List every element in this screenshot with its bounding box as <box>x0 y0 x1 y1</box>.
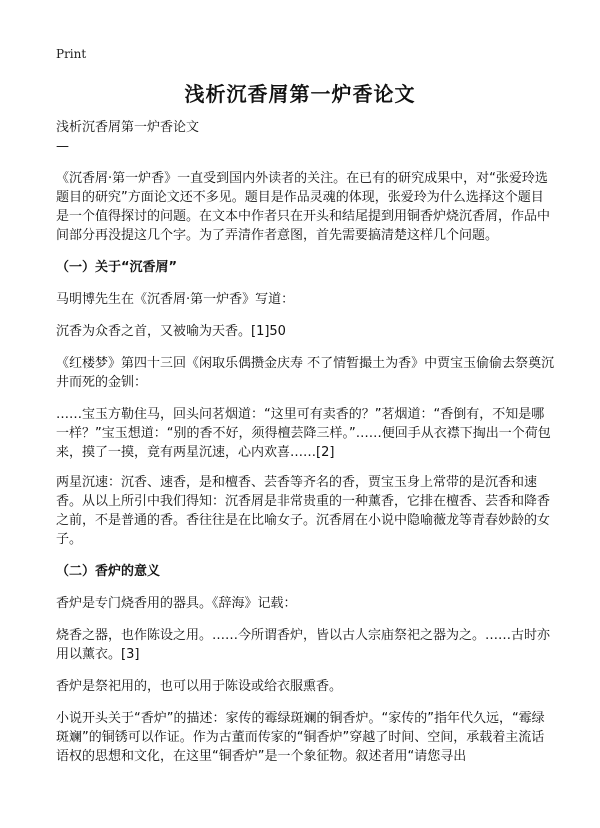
paragraph: 香炉是专门烧香用的器具。《辞海》记载： <box>56 596 297 611</box>
section-heading-xianglu: （二）香炉的意义 <box>56 564 161 579</box>
quote-paragraph: 沉香为众香之首，又被喻为天香。[1]50 <box>56 324 286 339</box>
print-label: Print <box>56 47 87 61</box>
paragraph: 小说开头关于“香炉”的描述：家传的霉绿斑斓的铜香炉。“家传的”指年代久远，“霉绿斑斓”的铜锈可以作证。作为古董而传家的“铜香炉”穿越了时间、空间，承载着主流话语权的思想和文化，在这里“铜香炉”是一个象征物。叙述者用“请您寻出 <box>56 711 545 764</box>
paragraph: 香炉是祭祀用的，也可以用于陈设或给衣服熏香。 <box>56 679 343 694</box>
intro-paragraph: 《沉香屑·第一炉香》一直受到国内外读者的关注。在已有的研究成果中，对“张爱玲选题目的研究”方面论文还不多见。题目是作品灵魂的体现，张爱玲为什么选择这个题目是一个值得探讨的问题。在文本中作者只在开头和结尾提到用铜香炉烧沉香屑，作品中间部分再没提这几个字。为了弄清作者意图，首先需要搞清楚这样几个问题。 <box>56 171 551 243</box>
quote-paragraph: 烧香之器，也作陈设之用。……今所谓香炉，皆以古人宗庙祭祀之器为之。……古时亦用以薰衣。[3] <box>56 628 551 662</box>
section-heading-chenxiangxie: （一）关于“沉香屑” <box>56 260 178 275</box>
paragraph: 《红楼梦》第四十三回《闲取乐偶攒金庆寿 不了情暂撮土为香》中贾宝玉偷偷去祭奠沉井而死的金钏： <box>56 356 555 390</box>
article-subtitle: 浅析沉香屑第一炉香论文 <box>56 120 200 135</box>
paragraph: 两星沉速：沉香、速香，是和檀香、芸香等齐名的香，贾宝玉身上常带的是沉香和速香。从以上所引中我们得知：沉香屑是非常贵重的一种薰香，它排在檀香、芸香和降香之前，不是普通的香。香往往是在比喻女子。沉香屑在小说中隐喻薇龙等青春妙龄的女子。 <box>56 475 551 547</box>
quote-paragraph: ……宝玉方勒住马，回头问茗烟道：“这里可有卖香的？”茗烟道：“香倒有，不知是哪一样？”宝玉想道：“别的香不好，须得檀芸降三样。”……便回手从衣襟下掏出一个荷包来，摸了一摸，竟有两星沉速，心内欢喜……[2] <box>56 407 551 460</box>
section-divider-dash: — <box>56 139 69 154</box>
article-body <box>56 118 556 766</box>
paragraph: 马明博先生在《沉香屑·第一炉香》写道： <box>56 292 295 307</box>
page-title: 浅析沉香屑第一炉香论文 <box>184 82 416 106</box>
